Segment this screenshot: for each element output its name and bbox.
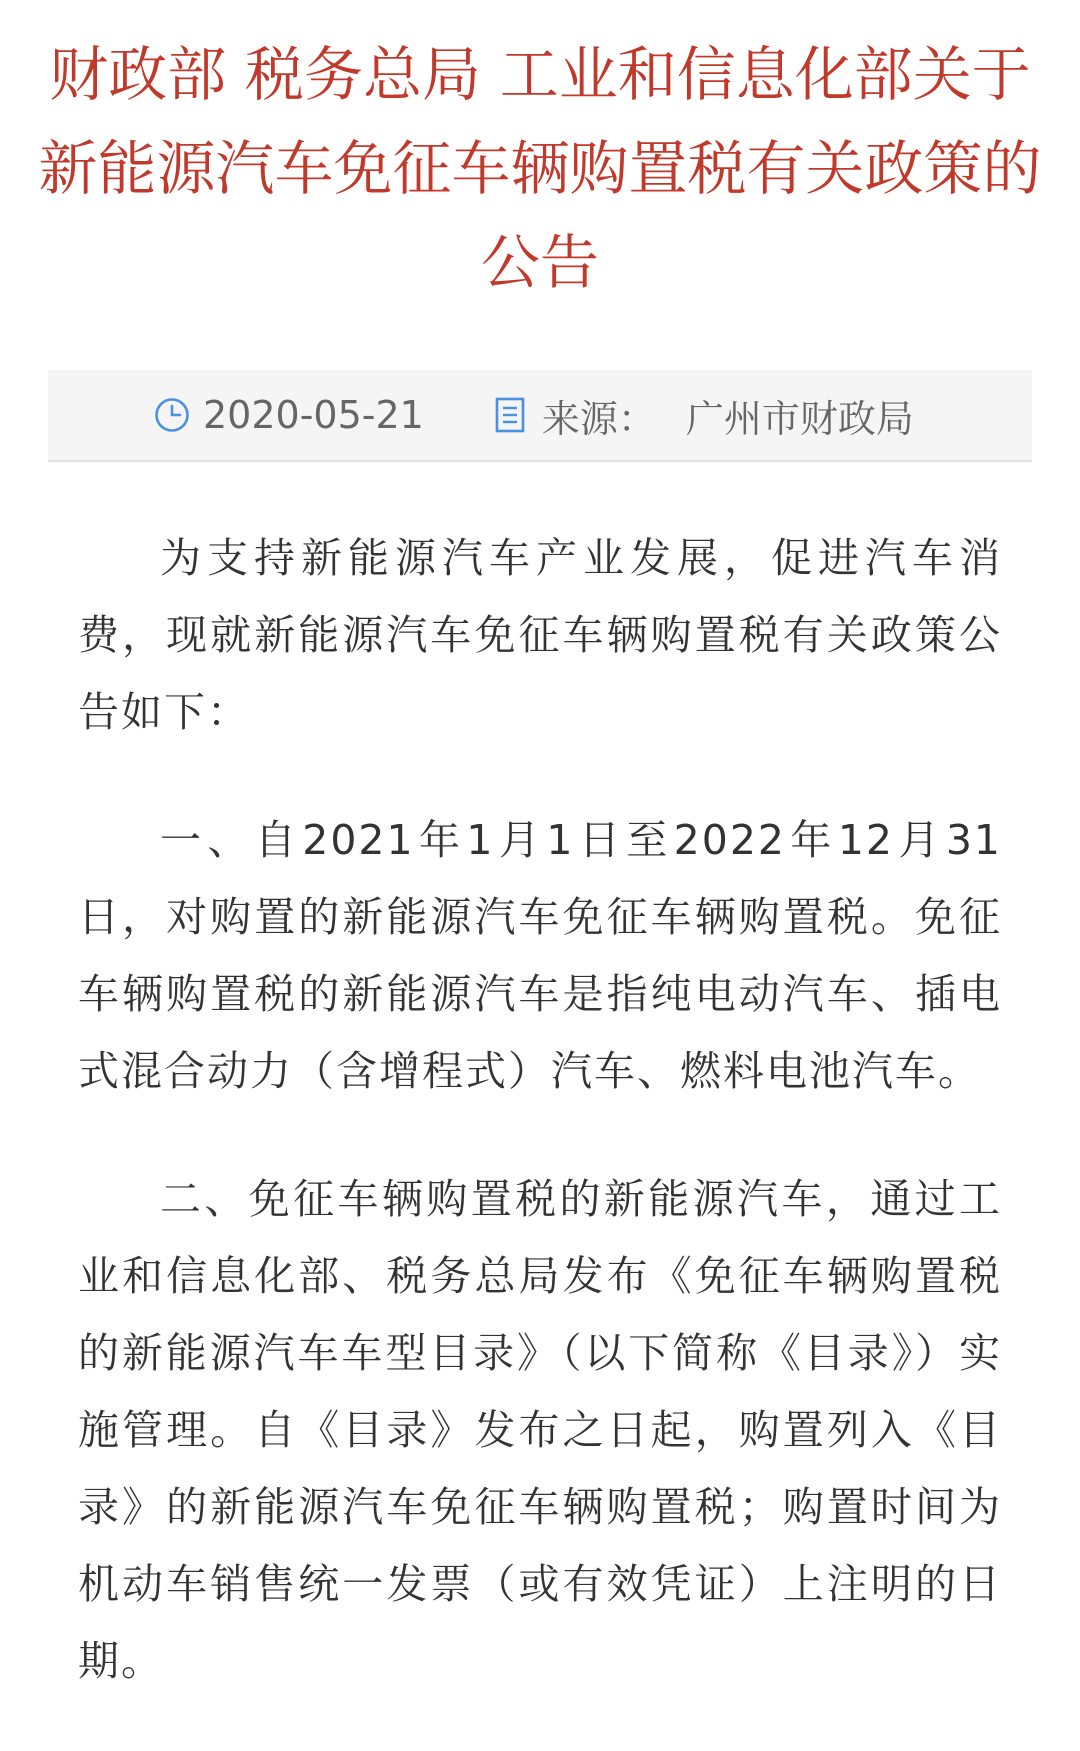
article-paragraph: 为支持新能源汽车产业发展，促进汽车消费，现就新能源汽车免征车辆购置税有关政策公告如下： (78, 534, 1002, 736)
publish-date (153, 393, 424, 437)
publish-date-text: 2020-05-21 (203, 393, 424, 437)
clock-icon (153, 396, 191, 434)
article-meta-bar (48, 370, 1032, 462)
article-paragraph: 二、免征车辆购置税的新能源汽车，通过工业和信息化部、税务总局发布《免征车辆购置税的新能源汽车车型目录》（以下简称《目录》）实施管理。自《目录》发布之日起，购置列入《目录》的新能源汽车免征车辆购置税；购置时间为机动车销售统一发票（或有效凭证）上注明的日期。 (78, 1175, 1002, 1685)
document-icon (492, 396, 530, 434)
article-source (492, 388, 914, 443)
article-paragraph: 一、自2021年1月1日至2022年12月31日，对购置的新能源汽车免征车辆购置税。免征车辆购置税的新能源汽车是指纯电动汽车、插电式混合动力（含增程式）汽车、燃料电池汽车。 (78, 816, 1002, 1095)
source-label: 来源： (541, 396, 656, 441)
article-body (78, 520, 1002, 1751)
article-title: 财政部 税务总局 工业和信息化部关于新能源汽车免征车辆购置税有关政策的公告 (38, 40, 1042, 297)
source-name: 广州市财政局 (685, 396, 914, 441)
